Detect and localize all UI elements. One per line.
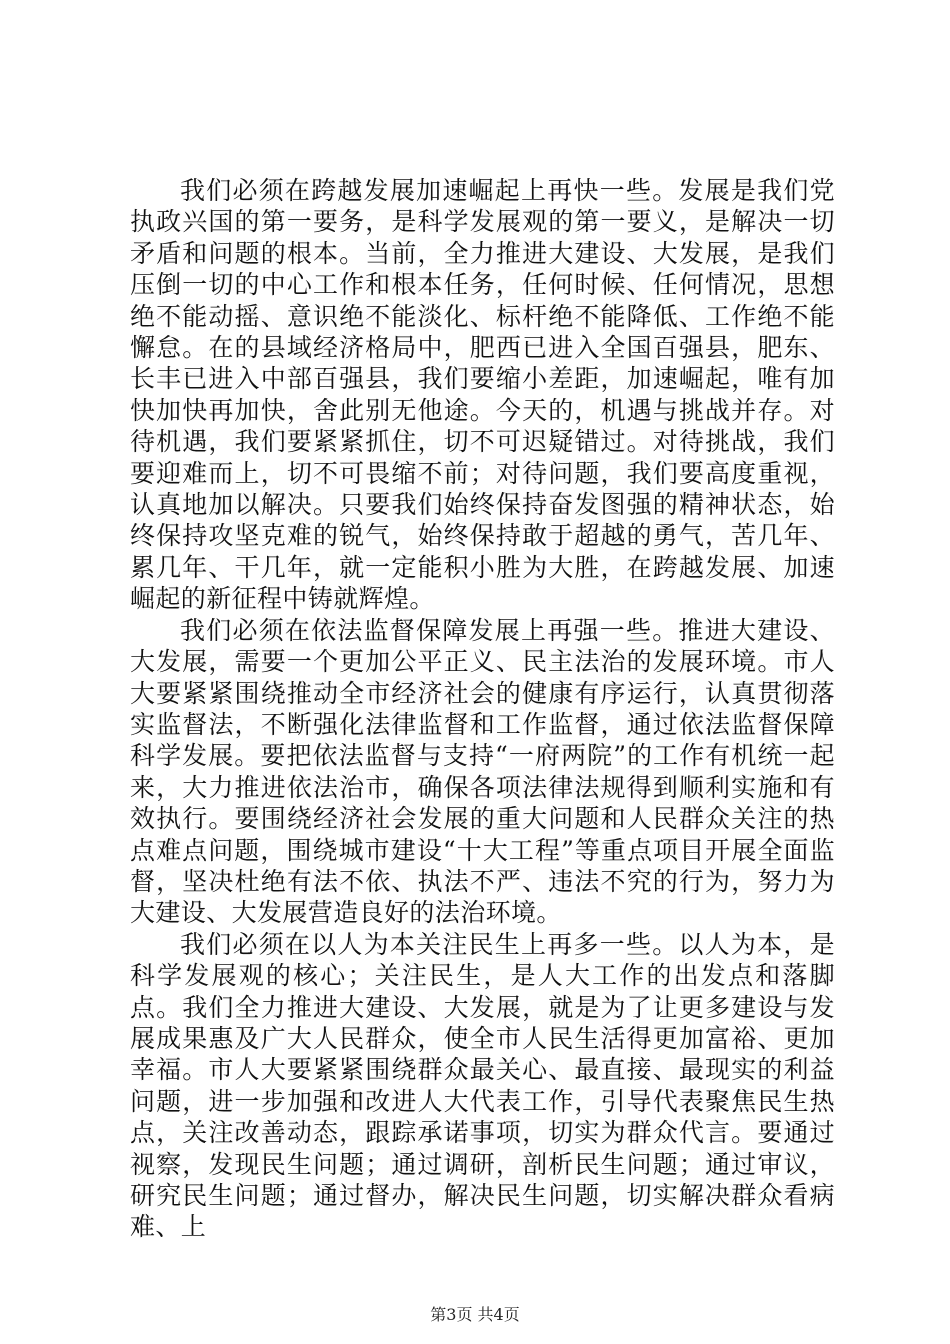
paragraph-3: 我们必须在以人为本关注民生上再多一些。以人为本，是科学发展观的核心；关注民生，是人大工作的出发点和落脚点。我们全力推进大建设、大发展，就是为了让更多建设与发展成果惠及广大人民群众，使全市人民生活得更加富裕、更加幸福。市人大要紧紧围绕群众最关心、最直接、最现实的利益问题，进一步加强和改进人大代表工作，引导代表聚焦民生热点，关注改善动态，跟踪承诺事项，切实为群众代言。要通过视察，发现民生问题；通过调研，剖析民生问题；通过审议，研究民生问题；通过督办，解决民生问题，切实解决群众看病难、上 (130, 929, 835, 1242)
paragraph-2: 我们必须在依法监督保障发展上再强一些。推进大建设、大发展，需要一个更加公平正义、民主法治的发展环境。市人大要紧紧围绕推动全市经济社会的健康有序运行，认真贯彻落实监督法，不断强化法律监督和工作监督，通过依法监督保障科学发展。要把依法监督与支持“一府两院”的工作有机统一起来，大力推进依法治市，确保各项法律法规得到顺利实施和有效执行。要围绕经济社会发展的重大问题和人民群众关注的热点难点问题，围绕城市建设“十大工程”等重点项目开展全面监督，坚决杜绝有法不依、执法不严、违法不究的行为，努力为大建设、大发展营造良好的法治环境。 (130, 615, 835, 928)
paragraph-1: 我们必须在跨越发展加速崛起上再快一些。发展是我们党执政兴国的第一要务，是科学发展观的第一要义，是解决一切矛盾和问题的根本。当前，全力推进大建设、大发展，是我们压倒一切的中心工作和根本任务，任何时候、任何情况，思想绝不能动摇、意识绝不能淡化、标杆绝不能降低、工作绝不能懈怠。在的县域经济格局中，肥西已进入全国百强县，肥东、长丰已进入中部百强县，我们要缩小差距，加速崛起，唯有加快加快再加快，舍此别无他途。今天的，机遇与挑战并存。对待机遇，我们要紧紧抓住，切不可迟疑错过。对待挑战，我们要迎难而上，切不可畏缩不前；对待问题，我们要高度重视，认真地加以解决。只要我们始终保持奋发图强的精神状态，始终保持攻坚克难的锐气，始终保持敢于超越的勇气，苦几年、累几年、干几年，就一定能积小胜为大胜，在跨越发展、加速崛起的新征程中铸就辉煌。 (130, 176, 835, 614)
page-number-label: 第3页 共4页 (430, 1305, 520, 1324)
page-footer (0, 1302, 950, 1325)
document-body (130, 175, 835, 1243)
